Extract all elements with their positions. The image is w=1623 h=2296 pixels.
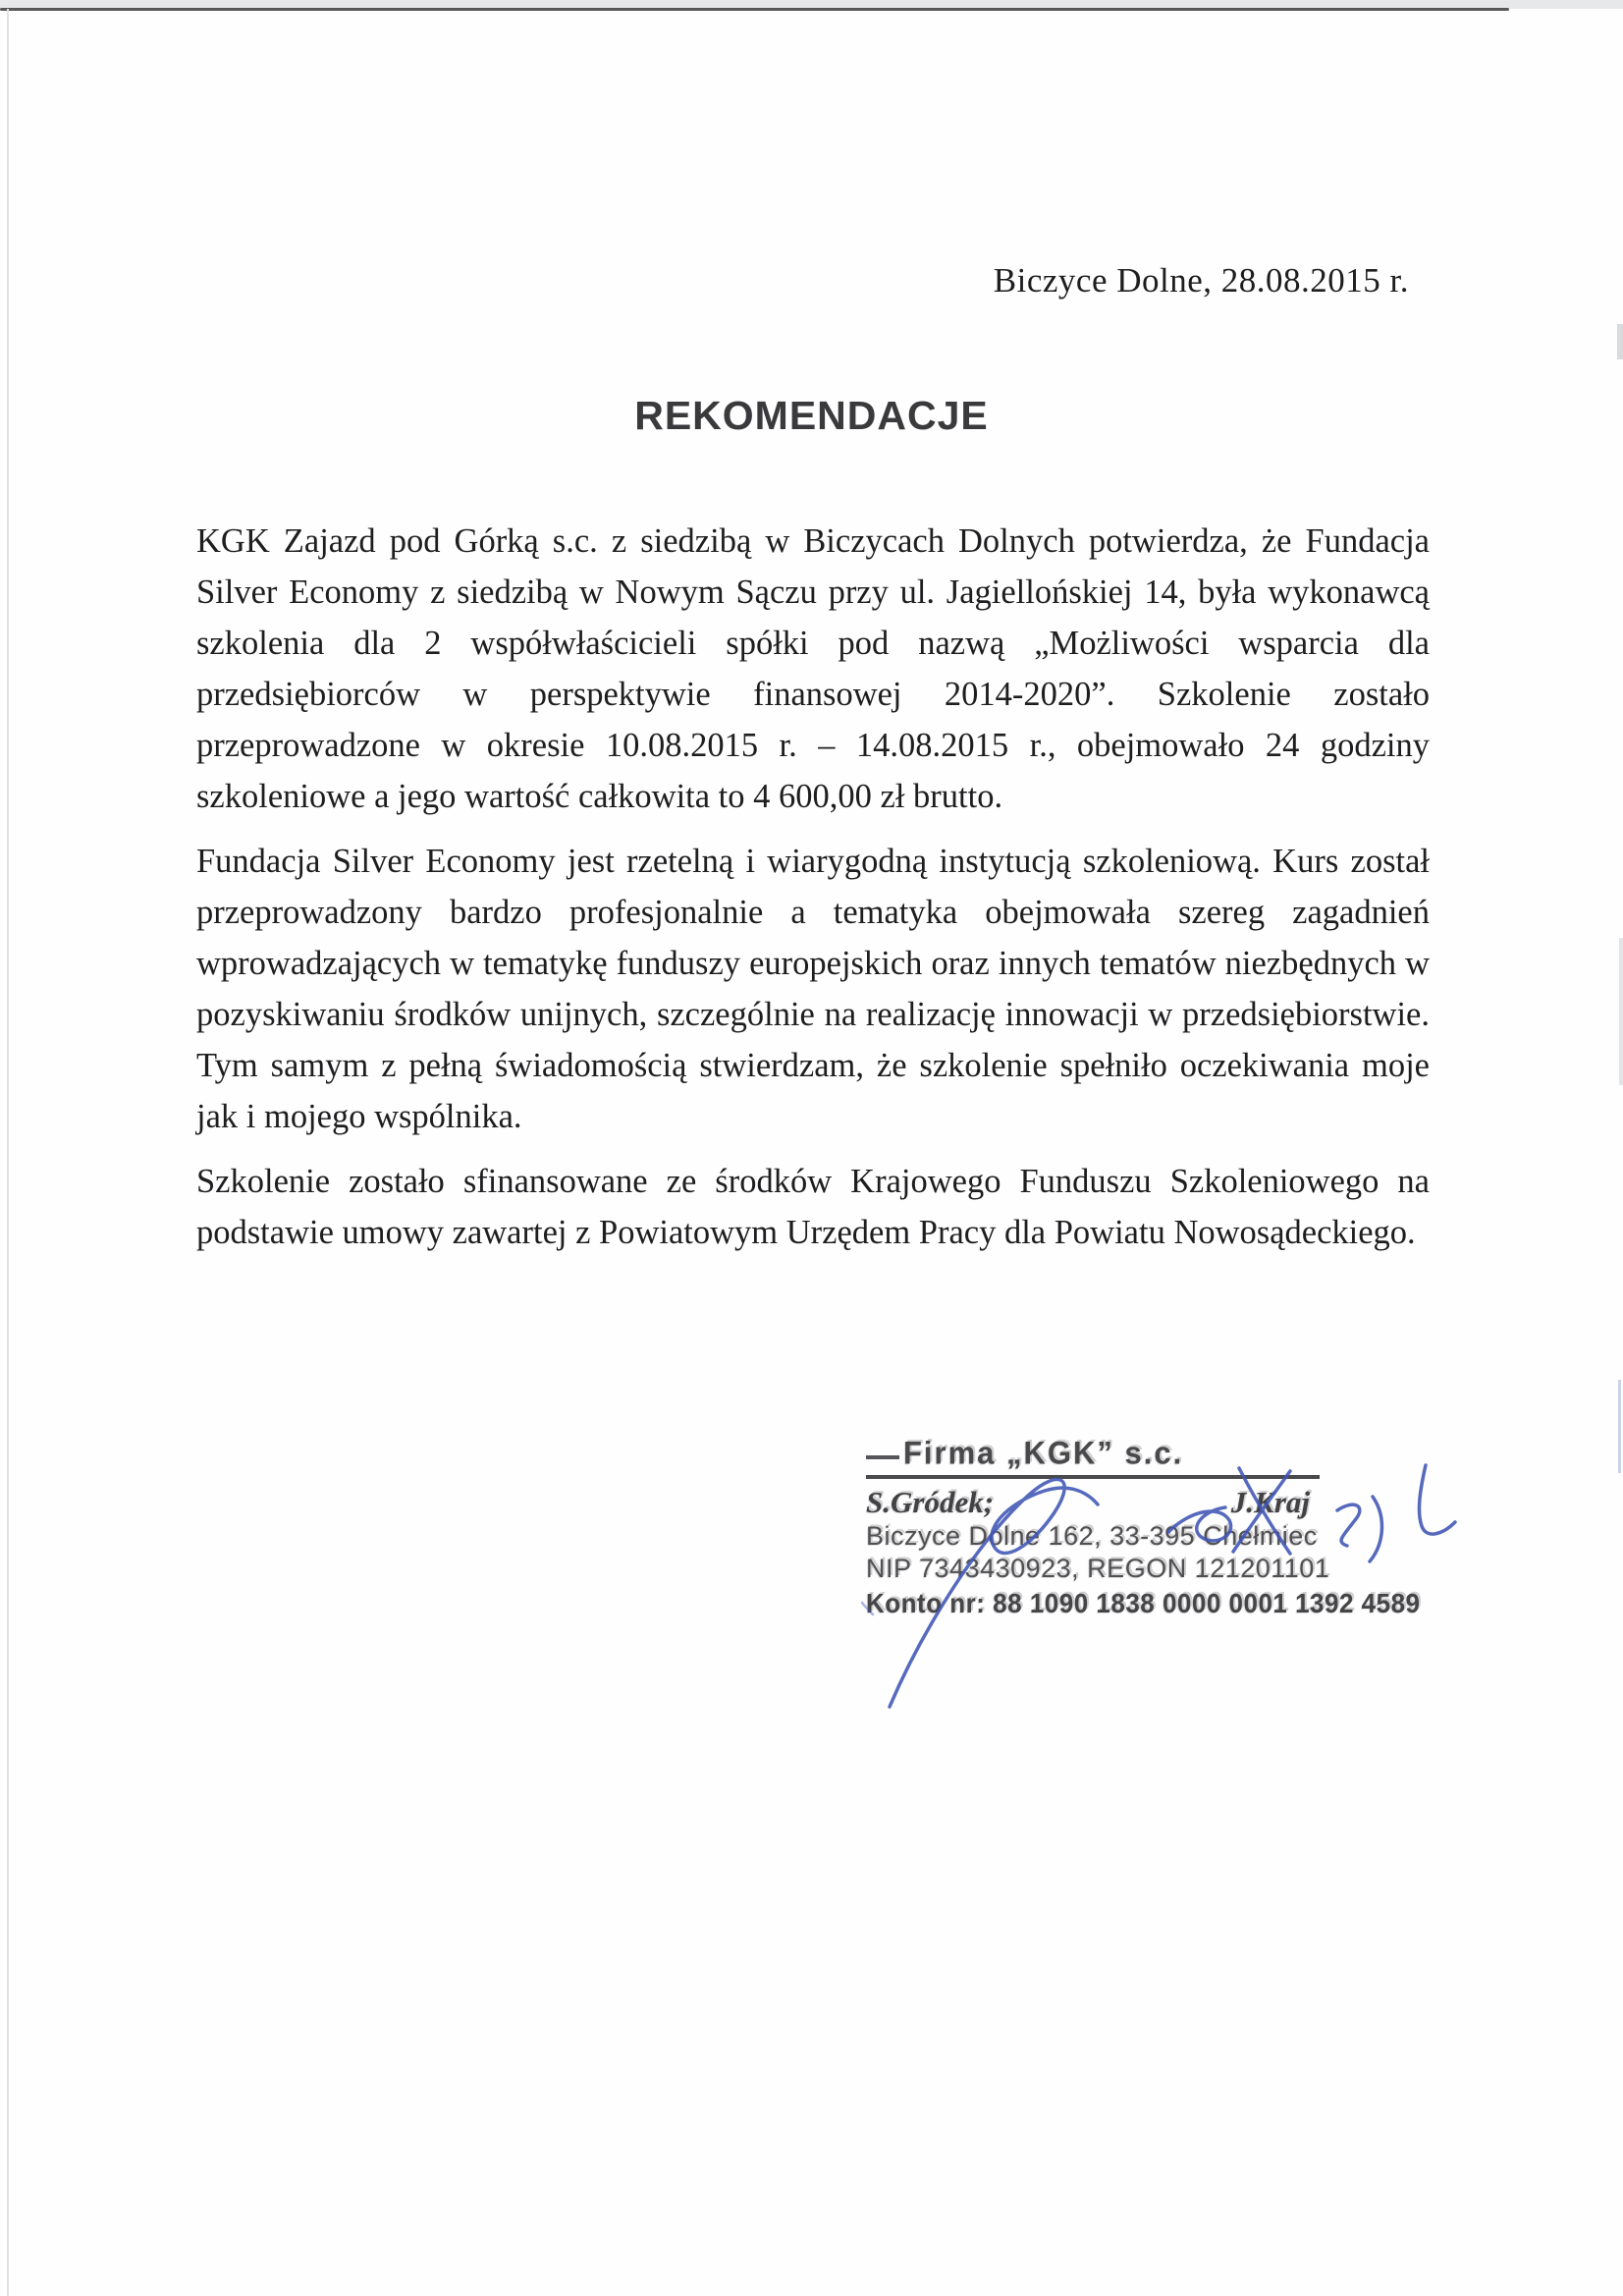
document-body	[196, 516, 1430, 1272]
date-line: Biczyce Dolne, 28.08.2015 r.	[993, 261, 1409, 300]
stamp-tax-ids: NIP 7343430923, REGON 121201101	[866, 1554, 1330, 1583]
paragraph-3: Szkolenie zostało sfinansowane ze środków Krajowego Funduszu Szkoleniowego na podstawie umowy zawartej z Powiatowym Urzędem Pracy dla Powiatu Nowosądeckiego.	[196, 1163, 1430, 1251]
scan-edge-top-line	[0, 8, 1509, 11]
scan-artifact	[1618, 1380, 1621, 1473]
stamp-partner-right: J.Kraj	[1230, 1485, 1310, 1519]
scan-artifact	[1619, 938, 1623, 1085]
page-title: REKOMENDACJE	[634, 393, 989, 438]
paragraph-2: Fundacja Silver Economy jest rzetelną i wiarygodną instytucją szkoleniową. Kurs został przeprowadzony bardzo profesjonalnie a tematyka obejmowała szereg zagadnień wprowadzających w tematykę funduszy europejskich oraz innych tematów niezbędnych w pozyskiwaniu środków unijnych, szczególnie na realizację innowacji w przedsiębiorstwie. Tym samym z pełną świadomością stwierdzam, że szkolenie spełniło oczekiwania moje jak i mojego wspólnika.	[196, 843, 1430, 1135]
signature-ink	[835, 1414, 1483, 1738]
stamp-address: Biczyce Dolne 162, 33-395 Chełmiec	[866, 1521, 1318, 1551]
paragraph-1: KGK Zajazd pod Górką s.c. z siedzibą w Biczycach Dolnych potwierdza, że Fundacja Silver Economy z siedzibą w Nowym Sączu przy ul. Jagiellońskiej 14, była wykonawcą szkolenia dla 2 współwłaścicieli spółki pod nazwą „Możliwości wsparcia dla przedsiębiorców w perspektywie finansowej 2014-2020”. Szkolenie zostało przeprowadzone w okresie 10.08.2015 r. – 14.08.2015 r., obejmowało 24 godziny szkoleniowe a jego wartość całkowita to 4 600,00 zł brutto.	[196, 522, 1430, 815]
scan-artifact	[1617, 324, 1623, 359]
stamp-partner-left: S.Gródek;	[866, 1485, 995, 1519]
stamp-company-name: Firma „KGK” s.c.	[903, 1435, 1184, 1471]
stamp-account-number: Konto nr: 88 1090 1838 0000 0001 1392 4589	[866, 1587, 1421, 1619]
scan-edge-left-line	[7, 9, 9, 2296]
